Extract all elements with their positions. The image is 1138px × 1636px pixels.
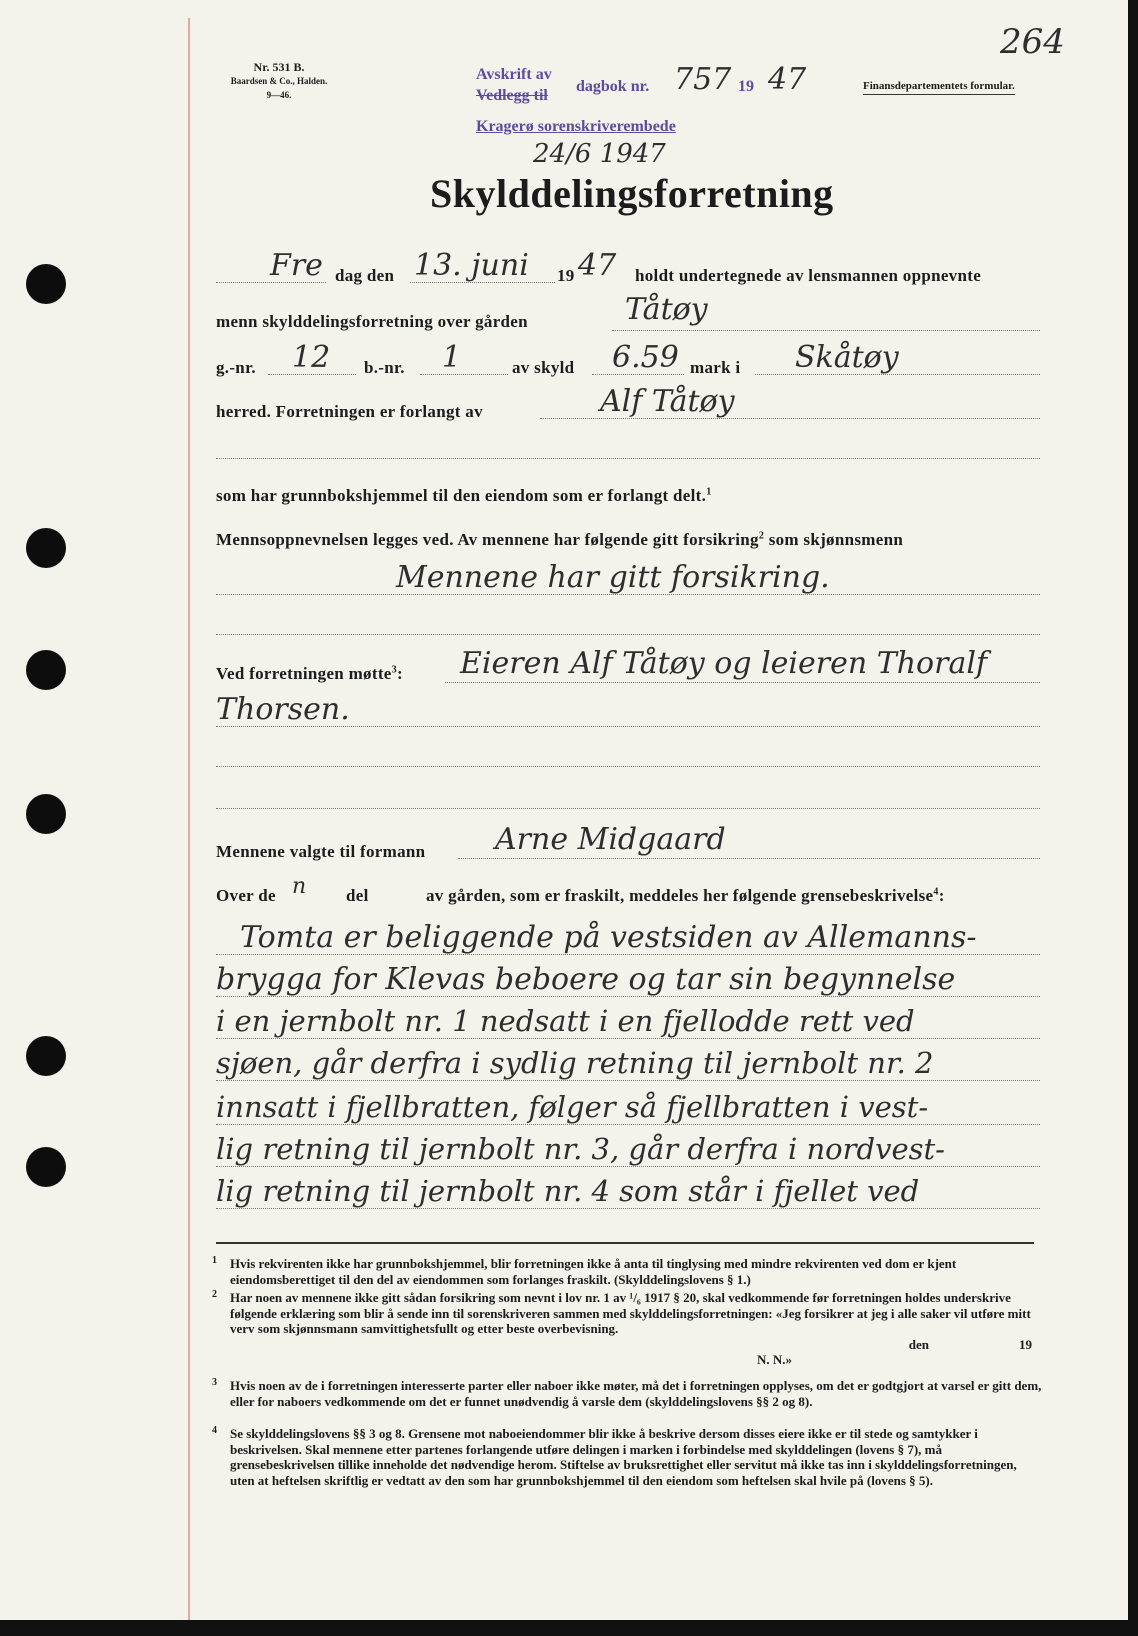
punch-hole (26, 1036, 66, 1076)
dotted-rule (755, 374, 1040, 375)
punch-hole (26, 794, 66, 834)
boundary-line: i en jernbolt nr. 1 nedsatt i en fjellodde rett ved (216, 1004, 915, 1038)
municipality-hw: Skåtøy (795, 340, 899, 375)
line1-rest: holdt undertegnede av lensmannen oppnevnte (635, 266, 982, 285)
dotted-rule (216, 766, 1040, 767)
over-de-label: Over de (216, 886, 276, 905)
stamp-vedlegg: Vedlegg til (476, 87, 548, 104)
form-info (214, 60, 344, 102)
dotted-rule (216, 1208, 1040, 1209)
gnr-label: g.-nr. (216, 358, 256, 377)
formann-label: Mennene valgte til formann (216, 842, 426, 861)
dotted-rule (268, 374, 356, 375)
dotted-rule (216, 996, 1040, 997)
year-suffix: 47 (768, 62, 807, 97)
dotted-rule (216, 726, 1040, 727)
date-hw: 13. juni (414, 248, 529, 283)
mott-hw-line1: Eieren Alf Tåtøy og leieren Thoralf (460, 646, 988, 681)
grunnbok-text: som har grunnbokshjemmel til den eiendom som er forlangt delt.$^1$ (216, 486, 712, 505)
dotted-rule (410, 282, 555, 283)
dotted-rule (216, 954, 1040, 955)
margin-rule (188, 18, 190, 1620)
boundary-line: Tomta er beliggende på vestsiden av Allemanns- (240, 920, 977, 955)
boundary-line: innsatt i fjellbratten, følger så fjellbratten i vest- (216, 1090, 929, 1124)
dotted-rule (216, 1080, 1040, 1081)
dotted-rule (612, 330, 1040, 331)
dotted-rule (216, 282, 326, 283)
dotted-rule (216, 594, 1040, 595)
footnote (212, 1426, 1042, 1488)
form-number: Nr. 531 B. (253, 60, 305, 74)
formann-hw: Arne Midgaard (495, 822, 726, 857)
footnote-number: 1 (212, 1255, 217, 1266)
printer-name: Baardsen & Co., Halden. (230, 76, 328, 86)
dotted-rule (540, 418, 1040, 419)
footnote-text: Hvis noen av de i forretningen interesserte parter eller naboer ikke møter, må det i forretningen opplyses, om det er godtgjort at varsel er gitt dem, eller for naboers vedkommende om det er funnet unødvendig å varsle dem (skylddelingslovens §§ 2 og 8). (230, 1378, 1042, 1409)
dotted-rule (216, 1166, 1040, 1167)
bnr-hw: 1 (442, 340, 462, 375)
footnote-den-line: den 19 (908, 1336, 1032, 1352)
dotted-rule (216, 1124, 1040, 1125)
year-hw: 47 (578, 248, 617, 283)
footnote (212, 1256, 1042, 1287)
dotted-rule (592, 374, 684, 375)
forsikring-hw: Mennene har gitt forsikring. (396, 560, 830, 595)
punch-hole (26, 528, 66, 568)
skyld-hw: 6.59 (612, 340, 679, 375)
dotted-rule (458, 858, 1040, 859)
stamp-office: Kragerø sorenskriverembede (476, 118, 676, 135)
boundary-line: lig retning til jernbolt nr. 4 som står i fjellet ved (216, 1174, 920, 1208)
finance-label: Finansdepartementets formular. (863, 80, 1015, 95)
page-title: Skylddelingsforretning (430, 171, 834, 216)
footnote-number: 4 (212, 1425, 217, 1436)
del-label: del (346, 886, 369, 905)
line2-label: menn skylddelingsforretning over gården (216, 312, 528, 331)
print-date: 9—46. (266, 90, 292, 100)
footnote (212, 1378, 1042, 1409)
footnote-text: Hvis rekvirenten ikke har grunnbokshjemmel, blir forretningen ikke å anta til tinglysing med mindre rekvirenten ved dom er kjent eiendomsberettiget til den del av eiendommen som forlanges fraskilt. (Skylddelingslovens § 1.) (230, 1256, 957, 1287)
gnr-hw: 12 (292, 340, 331, 375)
weekday-hw: Fre (270, 248, 323, 283)
dotted-rule (445, 682, 1040, 683)
footnote-rule (216, 1242, 1034, 1244)
dagbok-number: 757 (674, 62, 732, 97)
footnote-text: Har noen av mennene ikke gitt sådan forsikring som nevnt i lov nr. 1 av ¹/₆ 1917 § 20, skal vedkommende før forretningen holdes underskrive følgende erklæring som blir å sende inn til sorenskriveren sammen med skylddelingsforretningen: «Jeg forsikrer at jeg i alle saker vil utføre mitt verv som skjønnsmann samvittighetsfullt og etter beste overbevisning. (230, 1290, 1031, 1337)
stamp-year-prefix: 19 (738, 78, 754, 95)
footnote-number: 3 (212, 1377, 217, 1388)
dotted-rule (216, 808, 1040, 809)
dotted-rule (216, 634, 1040, 635)
footnote (212, 1290, 1042, 1368)
dotted-rule (420, 374, 508, 375)
mennsopp-text: Mennsoppnevnelsen legges ved. Av mennene har følgende gitt forsikring$^2$ som skjønnsmenn (216, 530, 904, 549)
boundary-line: lig retning til jernbolt nr. 3, går derfra i nordvest- (216, 1132, 945, 1166)
farm-hw: Tåtøy (625, 292, 708, 327)
footnote-signature: N. N.» (756, 1352, 792, 1368)
boundary-line: brygga for Klevas beboere og tar sin begynnelse (216, 962, 956, 997)
dotted-rule (216, 1038, 1040, 1039)
punch-hole (26, 1147, 66, 1187)
mott-hw-line2: Thorsen. (216, 692, 350, 727)
punch-hole (26, 650, 66, 690)
boundary-line: sjøen, går derfra i sydlig retning til jernbolt nr. 2 (216, 1046, 934, 1080)
over-de-hw: n (292, 874, 307, 899)
requester-hw: Alf Tåtøy (600, 384, 735, 419)
bnr-label: b.-nr. (364, 358, 405, 377)
mark-label: mark i (690, 358, 741, 377)
handwritten-date: 24/6 1947 (533, 139, 666, 169)
stamp-avskrift: Avskrift av (476, 66, 552, 83)
skyld-label: av skyld (512, 358, 575, 377)
dag-den-label: dag den (335, 266, 395, 285)
footnote-text: Se skylddelingslovens §§ 3 og 8. Grensene mot naboeiendommer blir ikke å beskrive dersom disses eiere ikke er til stede og samtykker i beskrivelsen. Skal mennene etter partenes forlangende utføre delingen i marken i forbindelse med skylddelingen (lovens § 7), må grensebeskrivelsen tillike inneholde det nødvendige herom. Stiftelse av bruksrettighet eller servitut må ikke tas inn i skylddelingsforretningen, uten at heftelsen skriftlig er vedtatt av den som har grunnbokshjemmel til den eiendom som heftelsen skal hvile på (lovens § 5). (230, 1426, 1017, 1488)
page-number: 264 (1000, 22, 1065, 62)
line4-label: herred. Forretningen er forlangt av (216, 402, 483, 421)
mott-label: Ved forretningen møtte$^3$: (216, 664, 403, 683)
year-prefix: 19 (557, 266, 575, 285)
punch-hole (26, 264, 66, 304)
stamp-dagbok: dagbok nr. (576, 78, 650, 95)
dotted-rule (216, 458, 1040, 459)
footnote-number: 2 (212, 1289, 217, 1300)
grense-label: av gården, som er fraskilt, meddeles her følgende grensebeskrivelse$^4$: (426, 886, 945, 905)
